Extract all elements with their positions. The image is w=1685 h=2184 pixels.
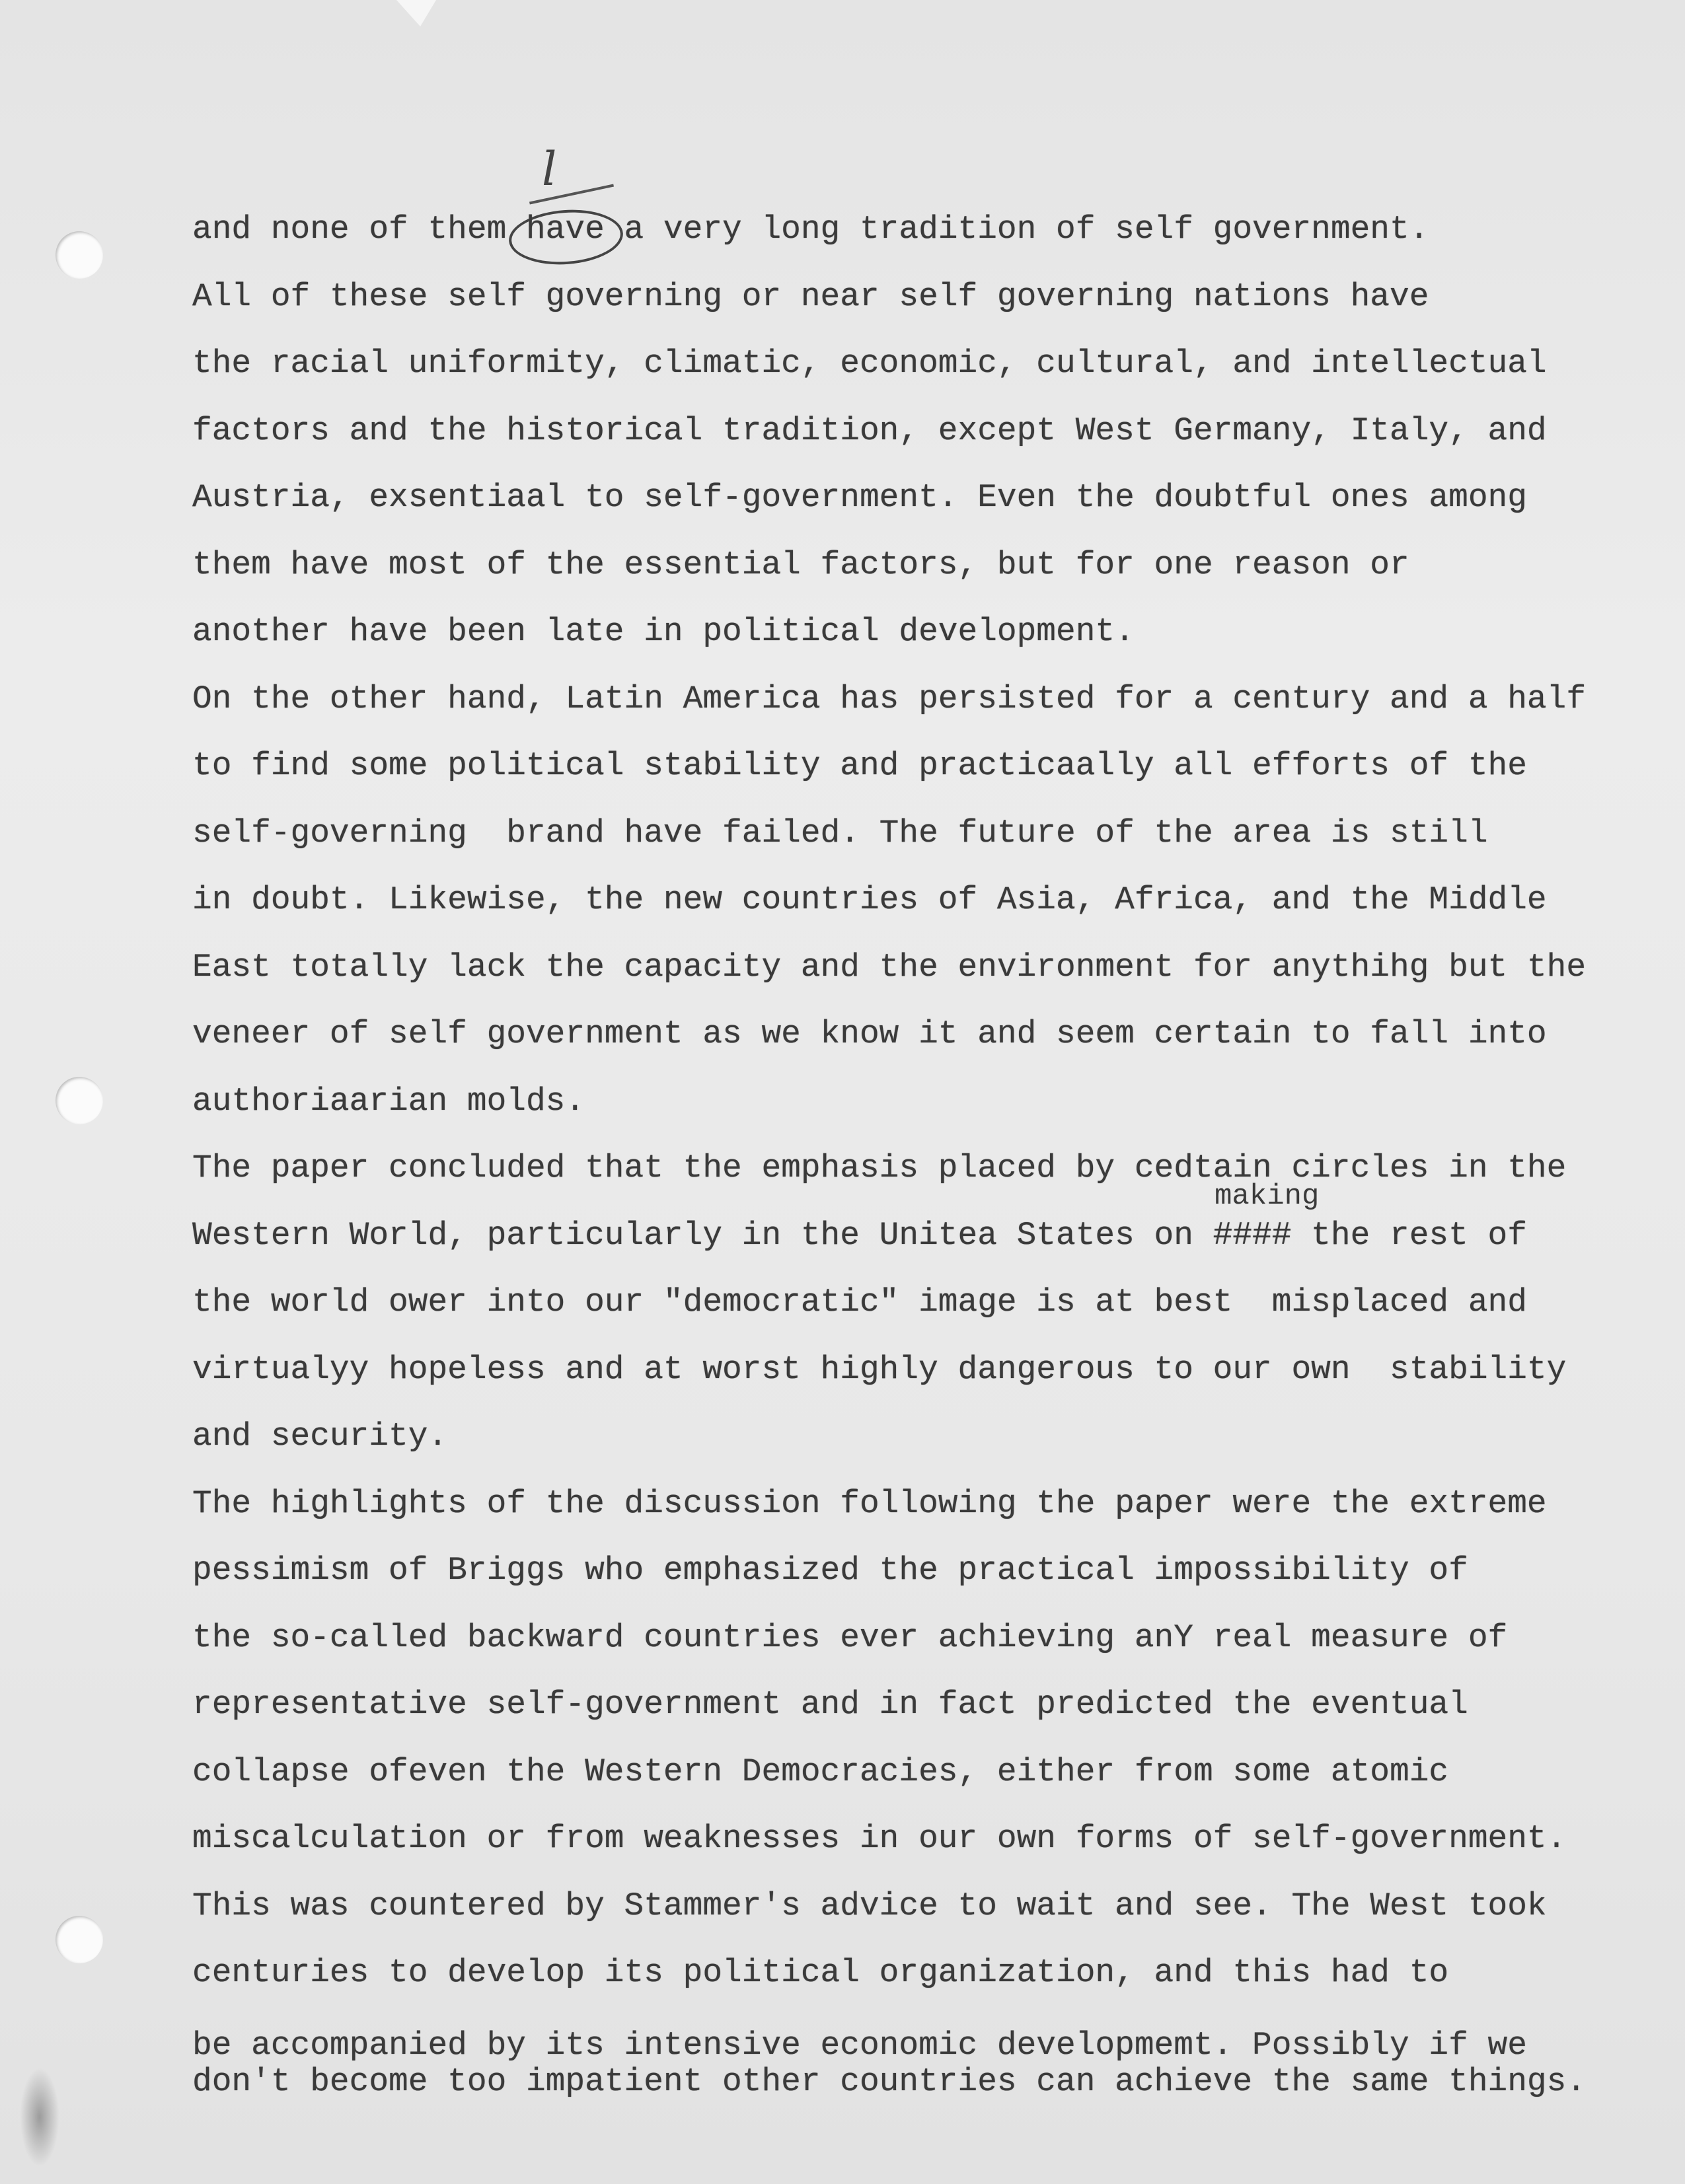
text-line: East totally lack the capacity and the environment for anythihg but the (192, 948, 1587, 986)
text-line: Western World, particularly in the Unitea States on #### the rest of (192, 1216, 1527, 1254)
text-line: Austria, exsentiaal to self-government. Even the doubtful ones among (192, 479, 1527, 516)
text-line: collapse ofeven the Western Democracies, either from some atomic (192, 1753, 1449, 1790)
text-line: the so-called backward countries ever achieving anY real measure of (192, 1619, 1508, 1656)
text-line: veneer of self government as we know it and seem certain to fall into (192, 1015, 1547, 1052)
text-line: The highlights of the discussion following the paper were the extreme (192, 1484, 1547, 1522)
text-line: and security. (192, 1418, 448, 1455)
text-line: authoriaarian molds. (192, 1082, 585, 1120)
text-line: This was countered by Stammer's advice to wait and see. The West took (192, 1887, 1547, 1924)
text-line: factors and the historical tradition, except West Germany, Italy, and (192, 412, 1547, 449)
punch-hole (56, 1077, 103, 1124)
text-line: another have been late in political development. (192, 613, 1135, 650)
text-line: don't become too impatient other countries can achieve the same things. (192, 2062, 1587, 2100)
handwritten-correction: l (542, 142, 557, 196)
text-line: self-governing brand have failed. The future of the area is still (192, 814, 1488, 852)
ink-smudge (20, 2068, 59, 2167)
punch-hole (56, 1916, 103, 1963)
typed-insertion: making (1215, 1180, 1320, 1213)
text-line: the racial uniformity, climatic, economic, cultural, and intellectual (192, 345, 1547, 382)
text-line: The paper concluded that the emphasis placed by cedtain circles in the (192, 1149, 1567, 1186)
text-line: be accompanied by its intensive economic developmemt. Possibly if we (192, 2026, 1527, 2064)
text-line: centuries to develop its political organization, and this had to (192, 1954, 1449, 1991)
paper-tear (396, 0, 436, 26)
text-line: pessimism of Briggs who emphasized the practical impossibility of (192, 1552, 1468, 1589)
text-line: miscalculation or from weaknesses in our own forms of self-government. (192, 1820, 1567, 1857)
text-line: in doubt. Likewise, the new countries of Asia, Africa, and the Middle (192, 881, 1547, 918)
text-line: them have most of the essential factors, but for one reason or (192, 546, 1409, 583)
punch-hole (56, 231, 103, 279)
text-line: and none of them have a very long tradition of self government. (192, 211, 1429, 248)
typed-text-body (192, 196, 1646, 2100)
text-line: All of these self governing or near self governing nations have (192, 277, 1429, 315)
text-line: representative self-government and in fact predicted the eventual (192, 1686, 1468, 1723)
text-line: On the other hand, Latin America has persisted for a century and a half (192, 680, 1587, 717)
text-line: to find some political stability and practicaally all efforts of the (192, 747, 1527, 784)
text-line: the world ower into our "democratic" image is at best misplaced and (192, 1284, 1527, 1321)
text-line: virtualyy hopeless and at worst highly dangerous to our own stability (192, 1350, 1567, 1388)
